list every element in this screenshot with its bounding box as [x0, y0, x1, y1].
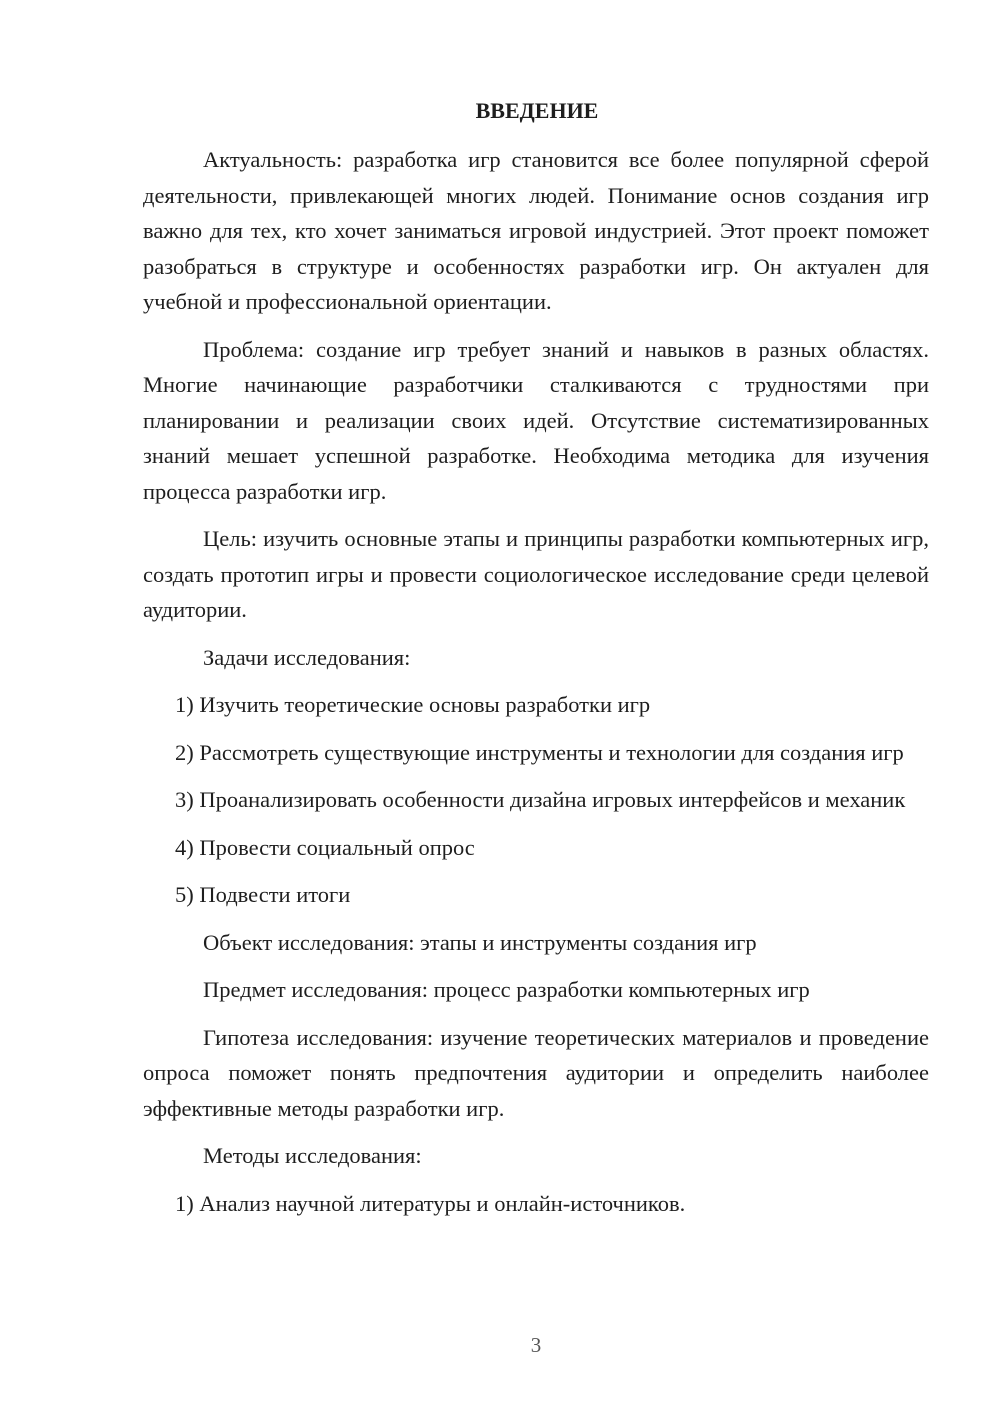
task-item: 4) Провести социальный опрос [175, 834, 475, 860]
goal-paragraph: Цель: изучить основные этапы и принципы разработки компьютерных игр, создать прототип игры и провести социологическое исследование среди целевой аудитории. [143, 526, 929, 622]
object-paragraph: Объект исследования: этапы и инструменты создания игр [203, 929, 757, 955]
section-title: ВВЕДЕНИЕ [475, 98, 599, 123]
method-item: 1) Анализ научной литературы и онлайн-источников. [175, 1190, 686, 1216]
tasks-heading: Задачи исследования: [203, 644, 411, 670]
subject-paragraph: Предмет исследования: процесс разработки компьютерных игр [203, 977, 810, 1002]
page-number: 3 [530, 1333, 542, 1357]
task-item: 3) Проанализировать особенности дизайна игровых интерфейсов и механик [175, 787, 906, 812]
task-item: 1) Изучить теоретические основы разработки игр [175, 692, 651, 717]
hypothesis-paragraph: Гипотеза исследования: изучение теоретических материалов и проведение опроса поможет понять предпочтения аудитории и определить наиболее эффективные методы разработки игр. [143, 1024, 929, 1121]
relevance-paragraph: Актуальность: разработка игр становится все более популярной сферой деятельности, привлекающей многих людей. Понимание основ создания игр важно для тех, кто хочет заниматься игровой индустрией. Этот проект поможет разобраться в структуре и особенностях разработки игр. Он актуален для учебной и профессиональной ориентации. [143, 147, 929, 314]
task-item: 2) Рассмотреть существующие инструменты и технологии для создания игр [175, 739, 904, 765]
problem-paragraph: Проблема: создание игр требует знаний и навыков в разных областях. Многие начинающие разработчики сталкиваются с трудностями при планировании и реализации своих идей. Отсутствие систематизированных знаний мешает успешной разработке. Необходима методика для изучения процесса разработки игр. [143, 336, 929, 504]
methods-heading: Методы исследования: [203, 1143, 422, 1168]
page-content [143, 93, 929, 1233]
task-item: 5) Подвести итоги [175, 882, 351, 907]
